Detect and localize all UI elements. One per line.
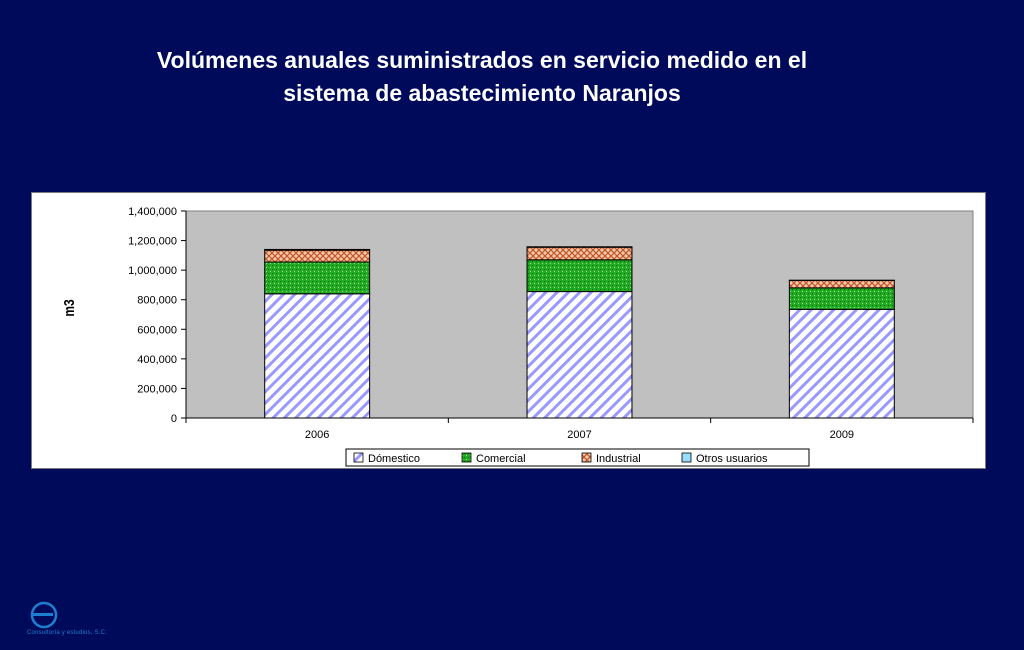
bar-segment-comercial-2009 bbox=[789, 288, 894, 309]
legend-swatch-1 bbox=[462, 453, 471, 462]
y-tick-label: 1,000,000 bbox=[128, 265, 177, 278]
legend-label-1: Comercial bbox=[476, 453, 526, 465]
bar-segment-dómestico-2007 bbox=[527, 292, 632, 418]
bar-segment-industrial-2009 bbox=[789, 280, 894, 287]
bar-segment-comercial-2007 bbox=[527, 260, 632, 292]
y-tick-label: 400,000 bbox=[137, 353, 177, 366]
bar-segment-dómestico-2009 bbox=[789, 309, 894, 418]
legend-label-2: Industrial bbox=[596, 453, 641, 465]
legend-label-0: Dómestico bbox=[368, 453, 420, 465]
bar-segment-industrial-2007 bbox=[527, 247, 632, 260]
chart-legend bbox=[346, 449, 809, 466]
y-axis-label: m3 bbox=[60, 299, 78, 317]
bar-segment-industrial-2006 bbox=[265, 250, 370, 262]
y-tick-label: 0 bbox=[170, 413, 177, 425]
x-tick-label: 2009 bbox=[829, 429, 855, 441]
y-tick-label: 1,200,000 bbox=[128, 235, 177, 248]
stacked-bar-chart bbox=[32, 193, 987, 470]
chart-panel bbox=[31, 192, 986, 469]
company-logo bbox=[25, 596, 165, 646]
bar-segment-comercial-2006 bbox=[265, 262, 370, 294]
bar-segment-otros-usuarios-2006 bbox=[265, 249, 370, 250]
legend-swatch-2 bbox=[582, 453, 591, 462]
y-tick-label: 800,000 bbox=[137, 294, 177, 307]
bar-segment-dómestico-2006 bbox=[265, 294, 370, 418]
y-tick-label: 1,400,000 bbox=[128, 206, 177, 218]
legend-swatch-0 bbox=[354, 453, 363, 462]
legend-swatch-3 bbox=[682, 453, 691, 462]
y-tick-label: 600,000 bbox=[137, 324, 177, 337]
x-tick-label: 2007 bbox=[567, 429, 592, 441]
logo-text: Consultoría y estudios, S.C. bbox=[27, 630, 107, 636]
logo-bar-icon bbox=[33, 613, 53, 616]
y-tick-label: 200,000 bbox=[137, 383, 177, 396]
slide-title bbox=[40, 44, 924, 110]
slide-title-line-2: sistema de abastecimiento Naranjos bbox=[283, 80, 681, 106]
legend-label-3: Otros usuarios bbox=[696, 453, 768, 465]
x-tick-label: 2006 bbox=[304, 429, 330, 441]
slide-title-line-1: Volúmenes anuales suministrados en servicio medido en el bbox=[156, 47, 808, 73]
